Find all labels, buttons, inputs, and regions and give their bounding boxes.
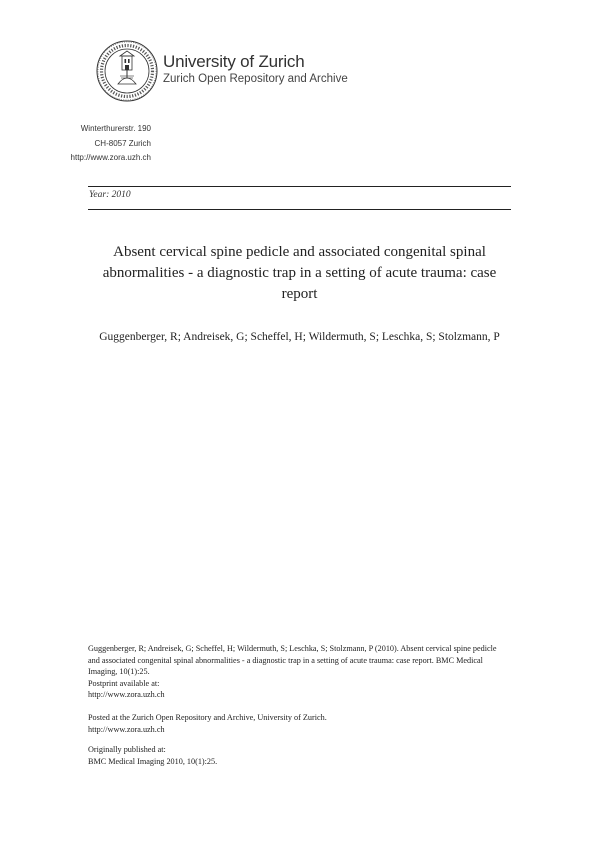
posted-link[interactable]: http://www.zora.uzh.ch [88,724,165,734]
top-divider [88,186,511,187]
university-name: University of Zurich [163,52,305,71]
bottom-divider [88,209,511,210]
citation-block [88,643,508,701]
postprint-link[interactable]: http://www.zora.uzh.ch [88,690,165,699]
address-street: Winterthurerstr. 190 [80,124,151,133]
postprint-label: Postprint available at: [88,678,160,688]
citation-text: Guggenberger, R; Andreisek, G; Scheffel, H; Wildermuth, S; Leschka, S; Stolzmann, P (2010). Absent cervical spine pedicle and associated congenital spinal abnormalities - a diagnostic trap in a setting of acute trauma: case report. BMC Medical Imaging, 10(1):25. [88,644,497,676]
year-label: Year: 2010 [89,190,131,200]
paper-authors: Guggenberger, R; Andreisek, G; Scheffel, H; Wildermuth, S; Leschka, S; Stolzmann, P [99,331,500,343]
paper-title: Absent cervical spine pedicle and associated congenital spinal abnormalities - a diagnostic trap in a setting of acute trauma: case report [102,244,497,302]
original-block [88,744,508,767]
posted-label: Posted at the Zurich Open Repository and Archive, University of Zurich. [88,713,327,722]
original-label: Originally published at: [88,745,166,754]
original-source: BMC Medical Imaging 2010, 10(1):25. [88,756,218,766]
university-seal-icon [96,40,158,102]
repository-name: Zurich Open Repository and Archive [163,73,348,85]
address-city: CH-8057 Zurich [94,139,151,148]
address-url[interactable]: http://www.zora.uzh.ch [70,153,151,162]
posted-block [88,712,508,735]
